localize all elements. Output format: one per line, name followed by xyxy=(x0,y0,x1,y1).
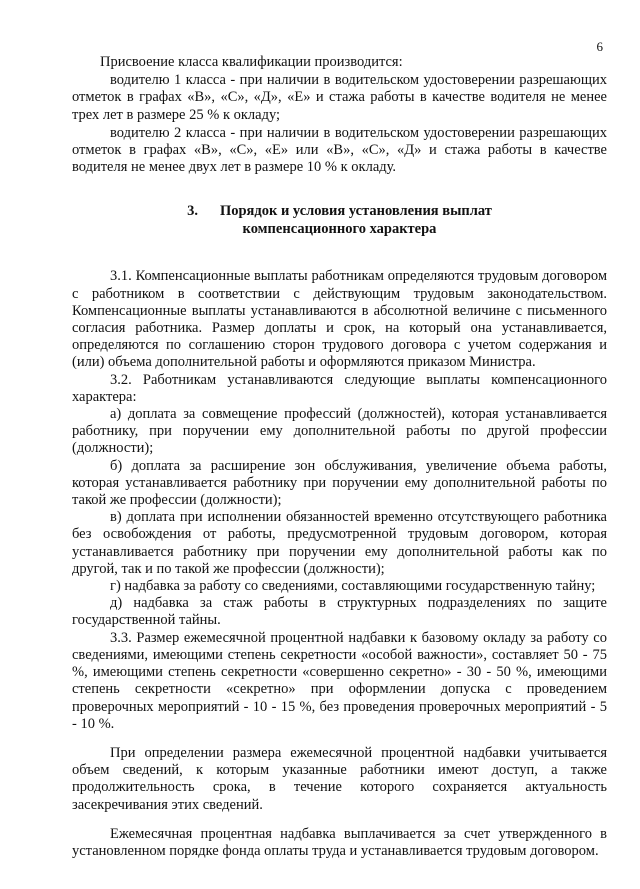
paragraph-paid: Ежемесячная процентная надбавка выплачивается за счет утвержденного в установленном порядке фонда оплаты труда и устанавливается трудовым договором. xyxy=(72,825,607,859)
intro-paragraph-2: водителю 1 класса - при наличии в водительском удостоверении разрешающих отметок в графах «В», «С», «Д», «Е» и стажа работы в качестве водителя не менее трех лет в размере 25 % к окладу; xyxy=(72,72,607,123)
intro-paragraph-1: Присвоение класса квалификации производится: xyxy=(100,54,403,70)
list-item-b: б) доплата за расширение зон обслуживания, увеличение объема работы, которая устанавливается работнику при поручении ему дополнительной работы по такой же профессии (должности); xyxy=(72,457,607,509)
section-number: 3. xyxy=(187,203,198,220)
intro-paragraph-3: водителю 2 класса - при наличии в водительском удостоверении разрешающих отметок в графах «В», «С», «Е» или «В», «С», «Д» и стажа работы в качестве водителя не менее двух лет в размере 10 % к окладу. xyxy=(72,124,607,176)
list-item-d: д) надбавка за стаж работы в структурных подразделениях по защите государственной тайны. xyxy=(72,595,607,629)
section-title-line-1: Порядок и условия установления выплат xyxy=(219,203,492,220)
section-heading xyxy=(72,203,607,238)
list-item-g: г) надбавка за работу со сведениями, составляющими государственную тайну; xyxy=(110,578,596,595)
paragraph-3-3: 3.3. Размер ежемесячной процентной надбавки к базовому окладу за работу со сведениями, имеющими степень секретности «особой важности», составляет 50 - 75 %, имеющими степень секретности «совершенно секретно» - 30 - 50 %, имеющими степень секретности «секретно» при оформлении допуска с проведением проверочных мероприятий - 10 - 15 %, без проведения проверочных мероприятий - 5 - 10 %. xyxy=(72,629,607,732)
paragraph-determine: При определении размера ежемесячной процентной надбавки учитывается объем сведений, к которым указанные работники имеют доступ, а также продолжительность срока, в течение которого сохраняется актуальность засекречивания этих сведений. xyxy=(72,744,607,813)
document-body xyxy=(72,54,607,860)
list-item-v: в) доплата при исполнении обязанностей временно отсутствующего работника без освобождения от работы, предусмотренной трудовым договором, которая устанавливается работнику при поручении ему дополнительной работы как по другой, так и по такой же профессии (должности); xyxy=(72,509,607,577)
paragraph-3-2: 3.2. Работникам устанавливаются следующие выплаты компенсационного характера: xyxy=(72,371,607,405)
page-number: 6 xyxy=(596,39,603,54)
section-title-line-2: компенсационного характера xyxy=(242,220,437,237)
paragraph-3-1: 3.1. Компенсационные выплаты работникам определяются трудовым договором с работником в соответствии с действующим трудовым законодательством. Компенсационные выплаты устанавливаются в абсолютной величине с письменного согласия работника. Размер доплаты и срок, на который она устанавливается, определяются по соглашению сторон трудового договора с учетом содержания и (или) объема дополнительной работы и оформляются приказом Министра. xyxy=(72,268,607,371)
list-item-a: а) доплата за совмещение профессий (должностей), которая устанавливается работнику, при поручении ему дополнительной работы по другой профессии (должности); xyxy=(72,406,607,457)
